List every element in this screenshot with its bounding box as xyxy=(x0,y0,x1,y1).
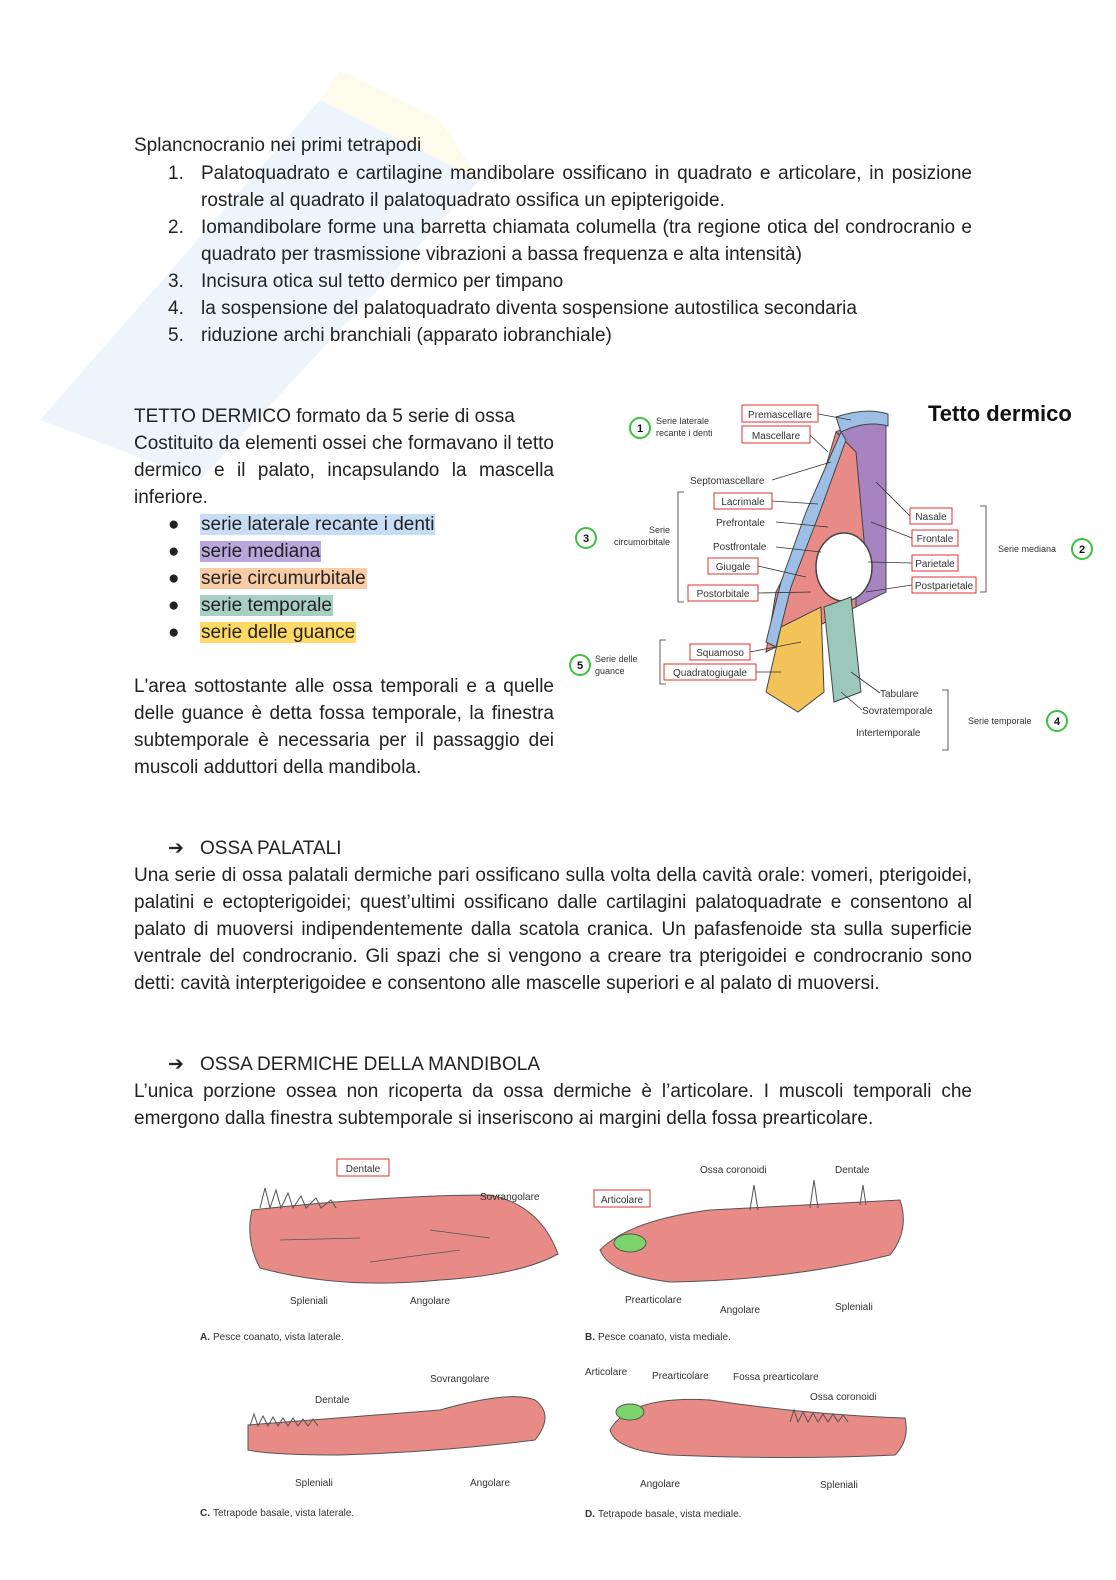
series-item xyxy=(168,511,435,538)
svg-text:Spleniali: Spleniali xyxy=(295,1478,333,1489)
svg-text:Lacrimale: Lacrimale xyxy=(721,497,765,508)
bullet-icon: ● xyxy=(168,595,180,616)
svg-text:Pesce coanato, vista laterale.: Pesce coanato, vista laterale. xyxy=(213,1332,344,1343)
svg-text:Serie delle: Serie delle xyxy=(595,654,638,664)
bullet-icon: ● xyxy=(168,541,180,562)
svg-text:B.: B. xyxy=(585,1332,595,1343)
panel-a xyxy=(200,1159,558,1343)
svg-text:Spleniali: Spleniali xyxy=(820,1480,858,1491)
svg-text:Angolare: Angolare xyxy=(410,1296,451,1307)
mandibola-figure xyxy=(190,1150,920,1530)
svg-text:Serie laterale: Serie laterale xyxy=(656,416,710,426)
svg-text:Spleniali: Spleniali xyxy=(290,1296,328,1307)
svg-text:3: 3 xyxy=(582,533,590,545)
svg-text:Serie mediana: Serie mediana xyxy=(998,544,1057,554)
palatali-paragraph: Una serie di ossa palatali dermiche pari ossificano sulla volta della cavità orale: vomeri, pterigoidei, palatini e ectopterigoidei; quest’ultimi ossificano dalle cartilagini palatoquadrate e consentono al palato di muoversi indipendentemente dalla scatola cranica. Un pafasfenoide sta sulla superficie ventrale del condrocranio. Gli spazi che si vengono a creare tra pterigoidei e condrocranio sono detti: cavità interpterigoidee e consentono alle mascelle superiori e al palato di muoversi. xyxy=(134,865,972,994)
palatali-title: OSSA PALATALI xyxy=(200,838,342,859)
label-septomascellare: Septomascellare xyxy=(690,476,765,487)
svg-text:Serie temporale: Serie temporale xyxy=(968,716,1032,726)
tetto-dermico-figure xyxy=(566,392,1106,762)
label-nasale xyxy=(910,508,952,524)
label-frontale xyxy=(912,530,958,546)
svg-text:Sovrangolare: Sovrangolare xyxy=(430,1374,490,1385)
list-item xyxy=(134,295,972,322)
group-4 xyxy=(942,690,1067,750)
tetto-intro: TETTO DERMICO formato da 5 serie di ossa xyxy=(134,406,515,427)
svg-text:Postorbitale: Postorbitale xyxy=(696,589,750,600)
list-text: Iomandibolare forme una barretta chiamata columella (tra regione otica del condrocranio e quadrato per trasmissione vibrazioni a bassa frequenza e alta intensità) xyxy=(201,217,972,265)
svg-text:Giugale: Giugale xyxy=(715,562,751,573)
svg-text:Nasale: Nasale xyxy=(915,512,947,523)
svg-text:Postparietale: Postparietale xyxy=(914,581,974,592)
label-prefrontale: Prefrontale xyxy=(716,518,765,529)
svg-text:Spleniali: Spleniali xyxy=(835,1302,873,1313)
svg-text:Fossa prearticolare: Fossa prearticolare xyxy=(733,1372,819,1383)
list-number: 2. xyxy=(168,217,184,238)
label-sovratemporale: Sovratemporale xyxy=(862,706,933,717)
section-heading: Splancnocranio nei primi tetrapodi xyxy=(134,135,422,156)
series-label: serie circumurbitale xyxy=(201,568,366,589)
svg-text:2: 2 xyxy=(1078,544,1086,556)
list-text: la sospensione del palatoquadrato diventa sospensione autostilica secondaria xyxy=(201,298,857,319)
group-1 xyxy=(630,416,713,438)
list-number: 1. xyxy=(168,163,184,184)
bullet-icon: ● xyxy=(168,622,180,643)
list-text: Incisura otica sul tetto dermico per timpano xyxy=(201,271,564,292)
svg-text:Premascellare: Premascellare xyxy=(748,410,812,421)
fossa-temporale-text: L'area sottostante alle ossa temporali e a quelle delle guance è detta fossa temporale, la finestra subtemporale è necessaria per il passaggio dei muscoli adduttori della mandibola. xyxy=(134,676,554,778)
svg-text:A.: A. xyxy=(200,1332,210,1343)
panel-c xyxy=(200,1374,545,1519)
svg-text:Tetrapode basale, vista medial: Tetrapode basale, vista mediale. xyxy=(598,1509,742,1520)
svg-text:Ossa coronoidi: Ossa coronoidi xyxy=(810,1392,877,1403)
svg-text:Dentale: Dentale xyxy=(345,1164,381,1175)
label-postparietale xyxy=(912,577,976,593)
svg-text:guance: guance xyxy=(595,666,625,676)
svg-text:Dentale: Dentale xyxy=(315,1395,350,1406)
list-number: 3. xyxy=(168,271,184,292)
series-label: serie laterale recante i denti xyxy=(201,514,435,535)
svg-text:Sovrangolare: Sovrangolare xyxy=(480,1192,540,1203)
list-item xyxy=(134,322,972,349)
arrow-icon: ➔ xyxy=(168,1054,184,1075)
svg-text:circumorbitale: circumorbitale xyxy=(613,537,670,547)
svg-text:Pesce coanato, vista mediale.: Pesce coanato, vista mediale. xyxy=(598,1332,731,1343)
svg-text:1: 1 xyxy=(636,423,644,435)
svg-text:Quadratogiugale: Quadratogiugale xyxy=(673,668,747,679)
group-3 xyxy=(576,492,684,602)
svg-text:Tetrapode basale, vista latera: Tetrapode basale, vista laterale. xyxy=(213,1508,355,1519)
label-tabulare: Tabulare xyxy=(880,689,919,700)
svg-text:C.: C. xyxy=(200,1508,210,1519)
tetto-description: Costituito da elementi ossei che formavano il tetto dermico e il palato, incapsulando la mascella inferiore. xyxy=(134,433,554,508)
bullet-icon: ● xyxy=(168,568,180,589)
label-mascellare xyxy=(742,426,810,443)
svg-text:Prearticolare: Prearticolare xyxy=(652,1371,709,1382)
arrow-icon: ➔ xyxy=(168,838,184,859)
temporal-bones xyxy=(824,597,861,702)
features-list xyxy=(134,160,972,349)
svg-text:recante i denti: recante i denti xyxy=(656,428,713,438)
group-2 xyxy=(980,506,1092,592)
list-item xyxy=(134,214,972,268)
label-intertemporale: Intertemporale xyxy=(856,728,921,739)
label-squamoso xyxy=(690,644,750,660)
mandibola-heading xyxy=(168,1051,540,1078)
group-5 xyxy=(570,640,666,684)
list-item xyxy=(134,268,972,295)
mandibola-title: OSSA DERMICHE DELLA MANDIBOLA xyxy=(200,1054,540,1075)
svg-text:5: 5 xyxy=(576,660,584,672)
label-premascellare xyxy=(742,405,818,422)
label-postorbitale xyxy=(688,585,758,601)
svg-text:Angolare: Angolare xyxy=(640,1479,681,1490)
svg-text:D.: D. xyxy=(585,1509,595,1520)
series-label: serie delle guance xyxy=(201,622,356,643)
series-item xyxy=(168,619,356,646)
panel-b xyxy=(585,1165,903,1343)
list-number: 4. xyxy=(168,298,184,319)
svg-text:Angolare: Angolare xyxy=(470,1478,511,1489)
svg-text:Serie: Serie xyxy=(648,525,670,535)
bullet-icon: ● xyxy=(168,514,180,535)
label-giugale xyxy=(708,558,758,574)
svg-text:Parietale: Parietale xyxy=(915,559,955,570)
figure-title: Tetto dermico xyxy=(928,401,1072,426)
series-label: serie temporale xyxy=(201,595,332,616)
svg-text:Ossa coronoidi: Ossa coronoidi xyxy=(700,1165,767,1176)
svg-text:Angolare: Angolare xyxy=(720,1305,761,1316)
svg-text:Dentale: Dentale xyxy=(835,1165,870,1176)
series-item xyxy=(168,565,367,592)
list-text: Palatoquadrato e cartilagine mandibolare ossificano in quadrato e articolare, in posizione rostrale al quadrato il palatoquadrato ossifica un epipterigoide. xyxy=(201,163,972,211)
svg-text:Prearticolare: Prearticolare xyxy=(625,1295,682,1306)
orbit-shape xyxy=(816,533,872,601)
list-item xyxy=(134,160,972,214)
mandibola-paragraph: L’unica porzione ossea non ricoperta da ossa dermiche è l’articolare. I muscoli temporali che emergono dalla finestra subtemporale si inseriscono ai margini della fossa prearticolare. xyxy=(134,1081,972,1129)
label-quadratogiugale xyxy=(664,664,756,680)
series-item xyxy=(168,592,333,619)
list-number: 5. xyxy=(168,325,184,346)
label-lacrimale xyxy=(714,493,772,509)
label-parietale xyxy=(912,555,958,571)
series-item xyxy=(168,538,321,565)
svg-text:Squamoso: Squamoso xyxy=(696,648,744,659)
label-postfrontale: Postfrontale xyxy=(713,542,767,553)
svg-text:Articolare: Articolare xyxy=(585,1367,628,1378)
series-label: serie mediana xyxy=(201,541,321,562)
svg-text:Frontale: Frontale xyxy=(916,534,954,545)
svg-text:4: 4 xyxy=(1053,716,1061,728)
svg-text:Articolare: Articolare xyxy=(600,1195,644,1206)
palatali-heading xyxy=(168,835,342,862)
panel-d xyxy=(585,1367,906,1520)
svg-text:Mascellare: Mascellare xyxy=(751,431,801,442)
list-text: riduzione archi branchiali (apparato iobranchiale) xyxy=(201,325,612,346)
